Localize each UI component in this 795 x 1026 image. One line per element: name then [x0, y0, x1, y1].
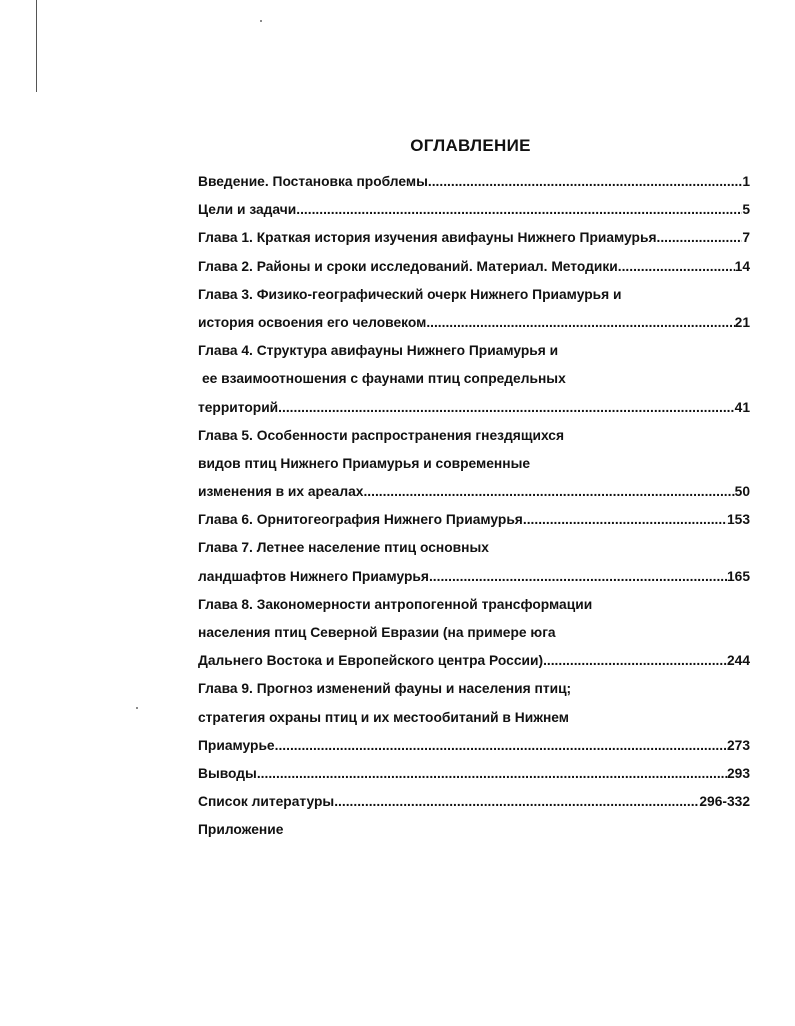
- toc-entry: [198, 196, 750, 224]
- toc-entry: [198, 422, 750, 450]
- toc-entry-text: Глава 1. Краткая история изучения авифауны Нижнего Приамурья: [198, 230, 657, 246]
- toc-page-number: 14: [734, 258, 750, 274]
- toc-entry: [198, 675, 750, 703]
- dot-leader: [429, 563, 727, 591]
- dot-leader: [278, 394, 734, 422]
- toc-page-number: 296-332: [699, 794, 750, 810]
- toc-entry-text: история освоения его человеком: [198, 314, 427, 330]
- dot-leader: [275, 732, 727, 760]
- toc-entry-text: населения птиц Северной Евразии (на примере юга: [198, 625, 556, 640]
- scan-edge-line: [36, 0, 37, 92]
- toc-page-number: 244: [726, 653, 750, 669]
- toc-page-number: 21: [734, 314, 750, 330]
- toc-entry: [198, 732, 750, 760]
- toc-entry: [198, 591, 750, 619]
- dot-leader: [523, 506, 727, 534]
- dot-leader: [296, 196, 742, 224]
- dot-leader: [618, 253, 735, 281]
- toc-entry-text: Приложение: [198, 822, 284, 838]
- dot-leader: [257, 760, 727, 788]
- toc-entry-text: Глава 6. Орнитогеография Нижнего Приамурья: [198, 512, 523, 528]
- toc-entry-text: Глава 5. Особенности распространения гнездящихся: [198, 427, 565, 443]
- toc-entry: [198, 619, 750, 647]
- toc-page-number: 293: [726, 765, 750, 781]
- dot-leader: [363, 478, 734, 506]
- toc-entry-text: ландшафтов Нижнего Приамурья: [198, 568, 429, 584]
- toc-page-number: 41: [734, 399, 750, 415]
- toc-entry-text: Приамурье: [198, 737, 275, 753]
- scan-speck: [260, 20, 262, 22]
- dot-leader: [426, 309, 734, 337]
- toc-entry: [198, 647, 750, 675]
- toc-entry: [198, 506, 750, 534]
- toc-page-number: 165: [726, 568, 750, 584]
- toc-entry-text: Цели и задачи: [198, 202, 297, 218]
- toc-entry-text: Глава 7. Летнее население птиц основных: [198, 540, 489, 556]
- toc-entry-text: Глава 8. Закономерности антропогенной трансформации: [198, 596, 593, 612]
- scan-speck: [136, 707, 138, 709]
- toc-page-number: 7: [742, 230, 750, 246]
- toc-entry-text: Глава 4. Структура авифауны Нижнего Приамурья и: [198, 343, 559, 359]
- toc-entry: [198, 281, 750, 309]
- toc-entry-text: стратегия охраны птиц и их местообитаний в Нижнем: [198, 709, 570, 725]
- toc-entry-text: Глава 3. Физико-географический очерк Нижнего Приамурья и: [198, 286, 622, 302]
- toc-entry: [198, 337, 750, 365]
- toc-entry-text: изменения в их ареалах: [198, 484, 364, 500]
- toc-entry: [198, 760, 750, 788]
- toc-entry-text: Глава 2. Районы и сроки исследований. Материал. Методики: [198, 258, 618, 274]
- toc-entry-text: Выводы: [198, 765, 257, 781]
- toc-page-number: 1: [742, 174, 750, 189]
- toc-entry-text: ее взаимоотношения с фаунами птиц сопредельных: [202, 371, 566, 387]
- toc-entry: [198, 309, 750, 337]
- toc-entry: [198, 253, 750, 281]
- toc-entry-text: Список литературы: [198, 794, 335, 810]
- toc-entry: [198, 563, 750, 591]
- toc-page-number: 5: [742, 202, 750, 218]
- toc-entry: [198, 788, 750, 816]
- toc-page-number: 273: [726, 737, 750, 753]
- dot-leader: [657, 224, 743, 252]
- toc-entry: [198, 168, 750, 196]
- page-title: ОГЛАВЛЕНИЕ: [410, 136, 531, 155]
- toc-entry: [198, 224, 750, 252]
- toc-page-number: 50: [734, 484, 750, 500]
- table-of-contents: [198, 168, 750, 845]
- dot-leader: [334, 788, 699, 816]
- toc-entry: [198, 704, 750, 732]
- toc-entry-text: Введение. Постановка проблемы: [198, 174, 428, 189]
- dot-leader: [428, 168, 742, 196]
- toc-entry: [198, 365, 750, 393]
- toc-entry: [198, 534, 750, 562]
- toc-entry: [198, 394, 750, 422]
- toc-page-number: 153: [726, 512, 750, 528]
- dot-leader: [543, 647, 727, 675]
- toc-entry-text: территорий: [198, 399, 279, 415]
- toc-entry-text: Глава 9. Прогноз изменений фауны и населения птиц;: [198, 681, 572, 697]
- toc-entry-text: видов птиц Нижнего Приамурья и современные: [198, 455, 531, 471]
- toc-entry: [198, 816, 750, 844]
- toc-entry: [198, 450, 750, 478]
- toc-entry-text: Дальнего Востока и Европейского центра России): [198, 653, 544, 669]
- toc-entry: [198, 478, 750, 506]
